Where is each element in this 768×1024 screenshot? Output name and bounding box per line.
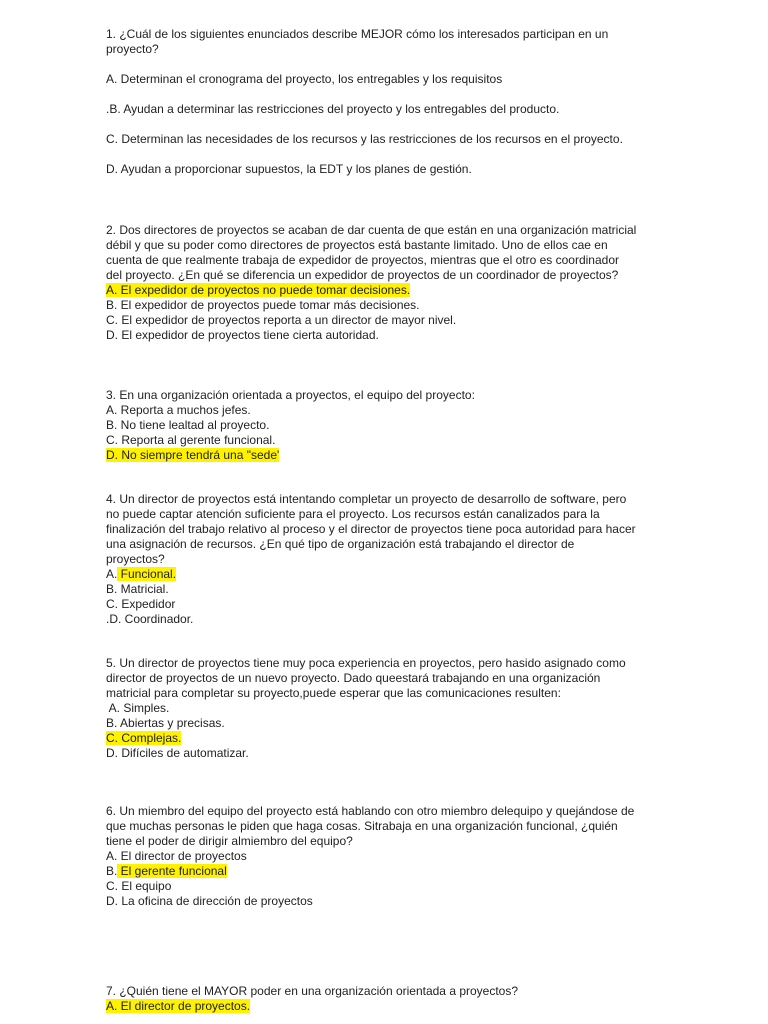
answer-option: A. Determinan el cronograma del proyecto, los entregables y los requisitos (106, 72, 503, 86)
question-stem-line: proyectos? (106, 552, 165, 566)
answer-option: .D. Coordinador. (106, 612, 194, 626)
answer-option-selected (106, 448, 666, 463)
answer-highlight: Funcional. (117, 567, 177, 581)
answer-option: D. Ayudan a proporcionar supuestos, la EDT y los planes de gestión. (106, 162, 472, 176)
question-stem-line: del proyecto. ¿En qué se diferencia un expedidor de proyectos de un coordinador de proyectos? (106, 268, 619, 282)
question-stem-line: cuenta de que realmente trabaja de expedidor de proyectos, mientras que el otro es coordinador (106, 253, 619, 267)
question-stem-line: 2. Dos directores de proyectos se acaban de dar cuenta de que están en una organización matricial (106, 223, 637, 237)
question-2 (106, 223, 666, 343)
answer-highlight: A. El expedidor de proyectos no puede tomar decisiones. (106, 283, 411, 297)
answer-option: A. Simples. (106, 701, 170, 715)
answer-option: B. No tiene lealtad al proyecto. (106, 418, 270, 432)
answer-option-selected (106, 731, 666, 746)
question-stem-line: que muchas personas le piden que haga cosas. Sitrabaja en una organización funcional, ¿quién (106, 819, 618, 833)
answer-option-selected (106, 283, 666, 298)
question-1 (106, 27, 666, 177)
question-stem-line: proyecto? (106, 42, 159, 56)
question-4 (106, 492, 666, 627)
answer-option-selected (106, 999, 666, 1014)
question-stem-line: débil y que su poder como directores de proyectos está bastante limitado. Uno de ellos cae en (106, 238, 608, 252)
question-7 (106, 984, 666, 1014)
answer-option: D. Difíciles de automatizar. (106, 746, 249, 760)
answer-option: .B. Ayudan a determinar las restricciones del proyecto y los entregables del producto. (106, 102, 560, 116)
question-stem-line: no puede captar atención suficiente para el proyecto. Los recursos están canalizados para la (106, 507, 600, 521)
question-stem-line: 7. ¿Quién tiene el MAYOR poder en una organización orientada a proyectos? (106, 984, 519, 998)
question-3 (106, 388, 666, 463)
question-stem-line: 6. Un miembro del equipo del proyecto está hablando con otro miembro delequipo y quejándose de (106, 804, 635, 818)
answer-option: A. El director de proyectos (106, 849, 247, 863)
question-stem-line: una asignación de recursos. ¿En qué tipo de organización está trabajando el director de (106, 537, 575, 551)
question-stem-line: 3. En una organización orientada a proyectos, el equipo del proyecto: (106, 388, 475, 402)
answer-option-selected (106, 864, 666, 879)
answer-option: C. El equipo (106, 879, 172, 893)
question-stem-line: director de proyectos de un nuevo proyecto. Dado queestará trabajando en una organización (106, 671, 601, 685)
answer-option: B. Abiertas y precisas. (106, 716, 225, 730)
answer-option: D. La oficina de dirección de proyectos (106, 894, 313, 908)
answer-option: C. Expedidor (106, 597, 176, 611)
question-stem-line: matricial para completar su proyecto,puede esperar que las comunicaciones resulten: (106, 686, 561, 700)
answer-prefix: A. (106, 567, 118, 581)
answer-option: B. El expedidor de proyectos puede tomar más decisiones. (106, 298, 420, 312)
question-stem-line: 5. Un director de proyectos tiene muy poca experiencia en proyectos, pero hasido asignado como (106, 656, 626, 670)
answer-option-selected (106, 567, 666, 582)
answer-option: C. El expedidor de proyectos reporta a un director de mayor nivel. (106, 313, 457, 327)
answer-option: C. Determinan las necesidades de los recursos y las restricciones de los recursos en el proyecto. (106, 132, 623, 146)
question-6 (106, 804, 666, 909)
question-stem-line: 1. ¿Cuál de los siguientes enunciados describe MEJOR cómo los interesados participan en un (106, 27, 609, 41)
answer-highlight: C. Complejas. (106, 731, 182, 745)
question-stem-line: tiene el poder de dirigir almiembro del equipo? (106, 834, 353, 848)
answer-option: A. Reporta a muchos jefes. (106, 403, 251, 417)
answer-highlight: D. No siempre tendrá una "sede' (106, 448, 280, 462)
question-stem-line: 4. Un director de proyectos está intentando completar un proyecto de desarrollo de software, pero (106, 492, 627, 506)
answer-prefix: B. (106, 864, 118, 878)
answer-option: B. Matricial. (106, 582, 169, 596)
question-5 (106, 656, 666, 761)
answer-option: D. El expedidor de proyectos tiene cierta autoridad. (106, 328, 379, 342)
answer-option: C. Reporta al gerente funcional. (106, 433, 276, 447)
question-stem-line: finalización del trabajo relativo al proceso y el director de proyectos tiene poca autoridad para hacer (106, 522, 636, 536)
answer-highlight: El gerente funcional (117, 864, 227, 878)
answer-highlight: A. El director de proyectos. (106, 999, 251, 1013)
